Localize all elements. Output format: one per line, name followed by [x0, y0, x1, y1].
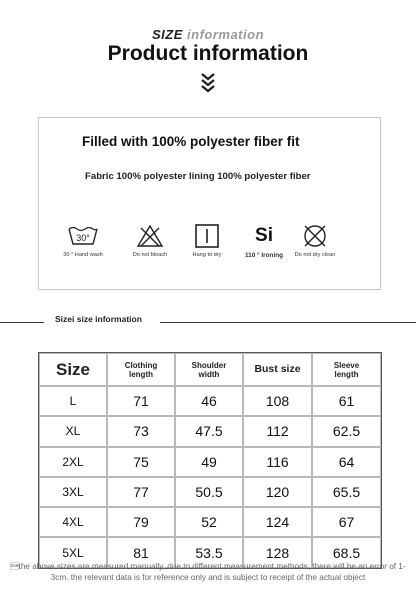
filling-text: Filled with 100% polyester fiber fit — [82, 134, 300, 149]
cell-shoulder-width: 47.5 — [175, 416, 243, 446]
cell-bust-size: 116 — [243, 447, 312, 477]
header-sleeve-length: Sleeve length — [312, 353, 381, 386]
care-no-bleach — [122, 224, 178, 258]
cell-shoulder-width: 50.5 — [175, 477, 243, 507]
size-information-heading — [0, 27, 416, 42]
cell-size: L — [39, 386, 107, 416]
cell-sleeve-length: 68.5 — [312, 537, 381, 567]
cell-size: 5XL — [39, 537, 107, 567]
table-header-row — [39, 353, 381, 386]
header-clothing-length: Clothing length — [107, 353, 175, 386]
cell-sleeve-length: 62.5 — [312, 416, 381, 446]
cell-sleeve-length: 65.5 — [312, 477, 381, 507]
care-hand-wash — [55, 224, 111, 258]
header-bust-size: Bust size — [243, 353, 312, 386]
cell-size: 4XL — [39, 507, 107, 537]
measurement-note: the above sizes are measured manually. due to different measurement methods, there will be an error of 1-3cm. the relevant data is for reference only and is subject to receipt of the actual object — [10, 562, 406, 582]
header-shoulder-width: Shoulder width — [175, 353, 243, 386]
cell-sleeve-length: 64 — [312, 447, 381, 477]
cell-shoulder-width: 49 — [175, 447, 243, 477]
material-care-card — [38, 117, 381, 290]
table-row — [39, 477, 381, 507]
cell-clothing-length: 77 — [107, 477, 175, 507]
information-word: information — [187, 27, 265, 42]
cell-sleeve-length: 61 — [312, 386, 381, 416]
table-row — [39, 507, 381, 537]
cell-clothing-length: 81 — [107, 537, 175, 567]
cell-shoulder-width: 53.5 — [175, 537, 243, 567]
care-ironing — [236, 224, 292, 259]
cell-clothing-length: 73 — [107, 416, 175, 446]
cell-bust-size: 128 — [243, 537, 312, 567]
cell-bust-size: 124 — [243, 507, 312, 537]
cell-bust-size: 120 — [243, 477, 312, 507]
cell-clothing-length: 79 — [107, 507, 175, 537]
si-mark: Si — [255, 225, 273, 246]
no-bleach-label: Do not bleach — [132, 252, 168, 258]
divider-left — [0, 322, 44, 323]
hand-wash-label: 30 ° Hand wash — [63, 252, 103, 258]
hand-wash-icon — [67, 224, 99, 248]
section-title: Sizei size information — [55, 314, 142, 324]
no-dry-clean-label: Do not dry clean — [294, 252, 336, 258]
cell-bust-size: 108 — [243, 386, 312, 416]
cell-size: 3XL — [39, 477, 107, 507]
header-size: Size — [39, 353, 107, 386]
cell-size: XL — [39, 416, 107, 446]
table-row — [39, 416, 381, 446]
table-row — [39, 386, 381, 416]
cell-size: 2XL — [39, 447, 107, 477]
cell-shoulder-width: 46 — [175, 386, 243, 416]
cell-shoulder-width: 52 — [175, 507, 243, 537]
ironing-label: 110 ° Ironing — [244, 252, 284, 259]
care-no-dry-clean — [287, 224, 343, 258]
divider-right — [160, 322, 416, 323]
hang-dry-label: Hang to dry — [192, 252, 222, 258]
size-word: SIZE — [151, 27, 183, 42]
no-dry-clean-icon — [301, 224, 329, 248]
fabric-text: Fabric 100% polyester lining 100% polyester fiber — [85, 171, 311, 182]
cell-clothing-length: 75 — [107, 447, 175, 477]
wash-temp-label: 30° — [76, 233, 90, 243]
cell-clothing-length: 71 — [107, 386, 175, 416]
chevron-down-icon — [199, 72, 217, 94]
table-row — [39, 447, 381, 477]
no-bleach-icon — [136, 224, 164, 248]
size-table — [38, 352, 382, 569]
page-title: Product information — [107, 42, 309, 65]
cell-sleeve-length: 67 — [312, 507, 381, 537]
care-hang-dry — [179, 224, 235, 258]
cell-bust-size: 112 — [243, 416, 312, 446]
hang-dry-icon — [194, 224, 220, 248]
